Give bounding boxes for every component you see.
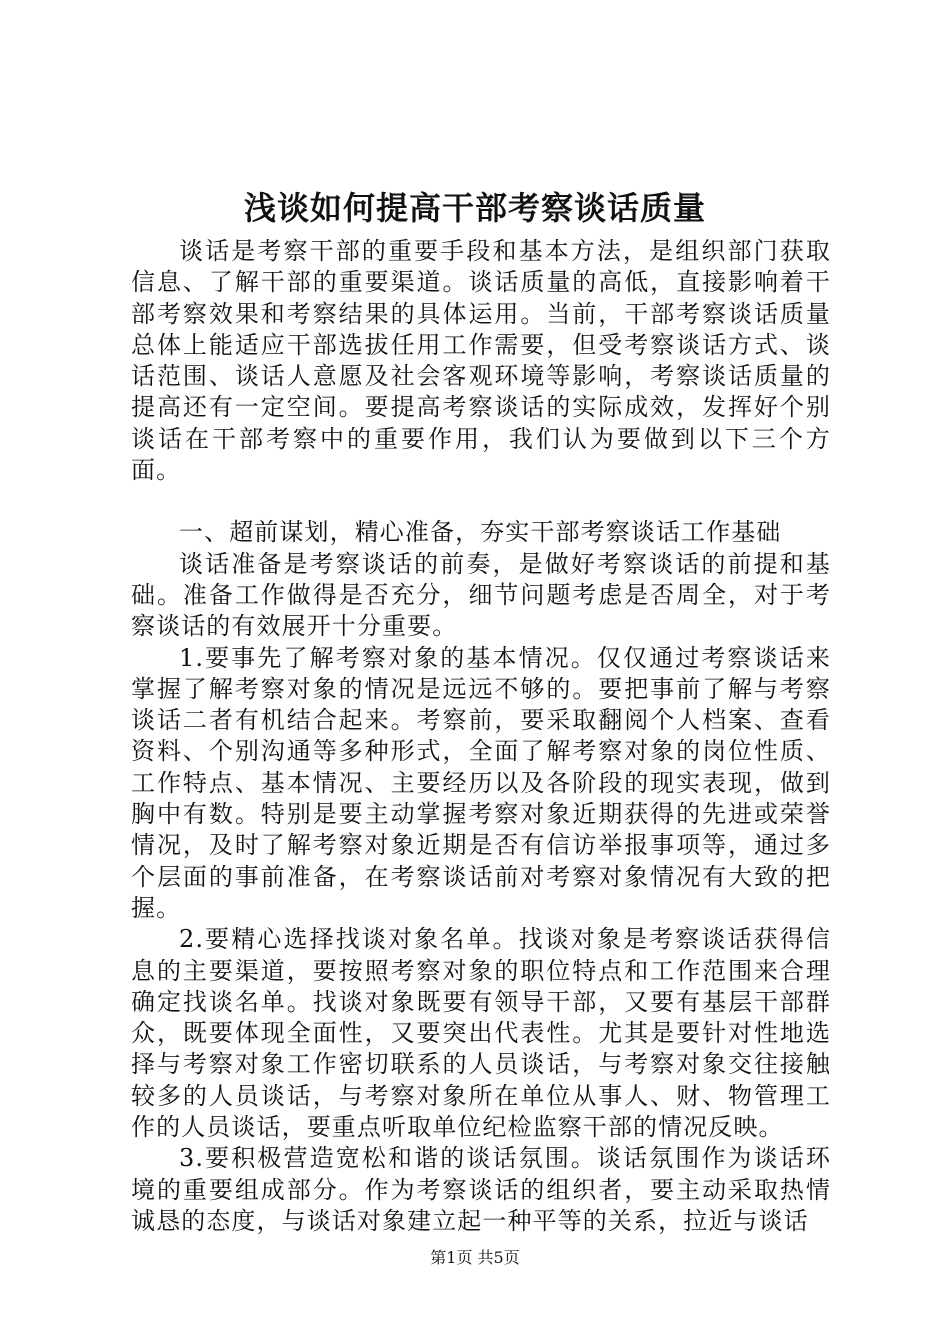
section-heading: 一、超前谋划，精心准备，夯实干部考察谈话工作基础 [179,518,782,547]
document-title: 浅谈如何提高干部考察谈话质量 [243,189,706,227]
page-footer: 第1页 共5页 [430,1248,520,1267]
document-body [131,236,831,1237]
point-3-paragraph: 3.要积极营造宽松和谐的谈话氛围。谈话氛围作为谈话环境的重要组成部分。作为考察谈话的组织者，要主动采取热情诚恳的态度，与谈话对象建立起一种平等的关系，拉近与谈话 [131,1144,831,1235]
point-2-paragraph: 2.要精心选择找谈对象名单。找谈对象是考察谈话获得信息的主要渠道，要按照考察对象的职位特点和工作范围来合理确定找谈名单。找谈对象既要有领导干部，又要有基层干部群众，既要体现全面性，又要突出代表性。尤其是要针对性地选择与考察对象工作密切联系的人员谈话，与考察对象交往接触较多的人员谈话，与考察对象所在单位从事人、财、物管理工作的人员谈话，要重点听取单位纪检监察干部的情况反映。 [131,925,831,1142]
section-intro-paragraph: 谈话准备是考察谈话的前奏，是做好考察谈话的前提和基础。准备工作做得是否充分，细节问题考虑是否周全，对于考察谈话的有效展开十分重要。 [131,549,831,641]
intro-paragraph: 谈话是考察干部的重要手段和基本方法，是组织部门获取信息、了解干部的重要渠道。谈话质量的高低，直接影响着干部考察效果和考察结果的具体运用。当前，干部考察谈话质量总体上能适应干部选拔任用工作需要，但受考察谈话方式、谈话范围、谈话人意愿及社会客观环境等影响，考察谈话质量的提高还有一定空间。要提高考察谈话的实际成效，发挥好个别谈话在干部考察中的重要作用，我们认为要做到以下三个方面。 [131,237,831,485]
point-1-paragraph: 1.要事先了解考察对象的基本情况。仅仅通过考察谈话来掌握了解考察对象的情况是远远不够的。要把事前了解与考察谈话二者有机结合起来。考察前，要采取翻阅个人档案、查看资料、个别沟通等多种形式，全面了解考察对象的岗位性质、工作特点、基本情况、主要经历以及各阶段的现实表现，做到胸中有数。特别是要主动掌握考察对象近期获得的先进或荣誉情况，及时了解考察对象近期是否有信访举报事项等，通过多个层面的事前准备，在考察谈话前对考察对象情况有大致的把握。 [131,643,831,922]
